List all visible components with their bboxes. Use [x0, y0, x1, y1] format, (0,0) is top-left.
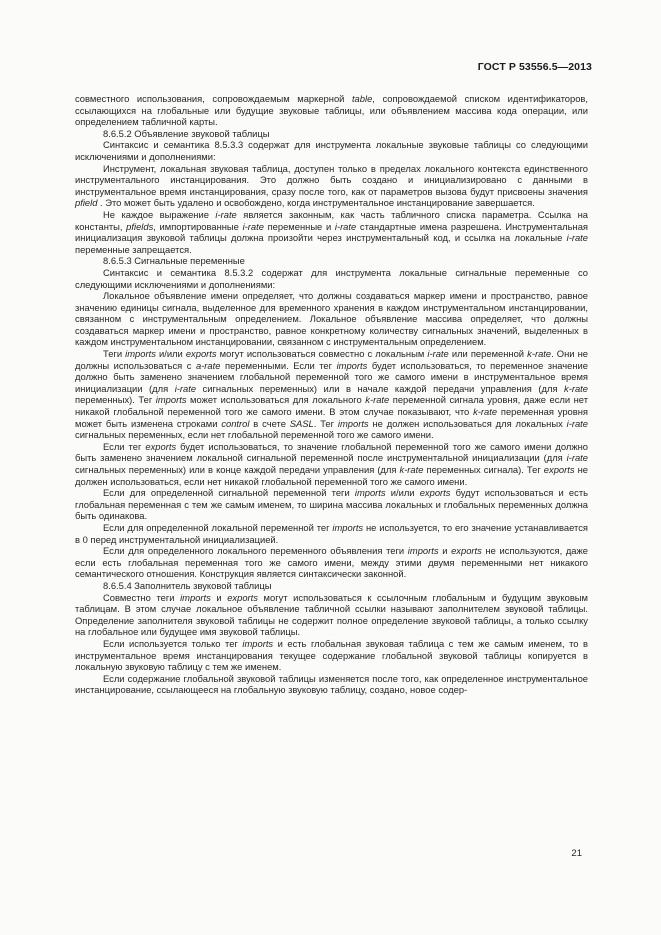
text-run: переменные запрещается. — [75, 243, 192, 255]
italic-term: i-rate — [566, 417, 588, 429]
italic-term: table — [351, 93, 373, 104]
text-run: не используется, то его значение устанавливается в 0 перед инструментальной инициализацией. — [75, 521, 588, 545]
text-run: Если для определенной локальной переменной тег — [103, 521, 333, 533]
document-body — [75, 93, 588, 696]
text-run: Синтаксис и семантика 8.5.3.3 содержат для инструмента локальные звуковые таблицы со следующими исключениями и дополнениями: — [75, 139, 588, 162]
italic-term: i-rate — [566, 232, 588, 244]
italic-term: exports — [227, 591, 258, 603]
text-run: , сопровождаемой списком идентификаторов, ссылающихся на глобальные или будущие звуковые таблицы, или объявлением массива кода операции, или определением табличной карты. — [75, 93, 588, 128]
italic-term: control — [221, 417, 250, 429]
text-run: Не каждое выражение — [103, 208, 216, 220]
text-run: . Это может быть удалено и освобождено, когда инструментальное инстанцирование завершается. — [97, 197, 535, 209]
paragraph — [75, 255, 588, 267]
text-run: Синтаксис и семантика 8.5.3.2 содержат для инструмента локальные сигнальные переменные со следующими исключениями и дополнениями: — [75, 266, 588, 290]
text-run: стандартные имена разрешена. Инструментальная инициализация звуковой таблицы должна произойти через инструментальный код, и ссылка на локальные — [75, 220, 588, 244]
text-run: и — [210, 591, 228, 603]
text-run: будет использоваться, то переменное значение должно быть заменено значением глобальной переменной того же самого имени в инструментальное время инициализации (для — [75, 359, 589, 394]
paragraph — [75, 267, 588, 290]
text-run: . Они не должны использоваться с — [75, 348, 588, 371]
italic-term: i-rate — [215, 208, 237, 220]
italic-term: imports — [332, 521, 364, 533]
text-run: совместного использования, сопровождаемым маркерной — [75, 93, 352, 104]
text-run: переменные и — [263, 220, 335, 232]
italic-term: i-rate — [174, 382, 197, 394]
text-run: переменными. Если тег — [220, 359, 337, 371]
italic-term: k-rate — [365, 394, 390, 406]
italic-term: imports — [354, 487, 386, 499]
text-run: не должен использоваться для локальных — [368, 417, 567, 429]
italic-term: pfields — [126, 220, 154, 232]
standard-header: ГОСТ Р 53556.5—2013 — [477, 61, 592, 73]
text-run: и есть глобальная звуковая таблица с тем же самым именем, то в инструментальное время инстанцирования текущее содержание глобальной звуковой таблицы копируется в локальную звуковую таблицу с тем же именем. — [75, 637, 588, 673]
text-run: Теги — [103, 348, 126, 360]
paragraph — [75, 128, 588, 140]
text-run: сигнальных переменных, если нет глобальной переменной того же самого имени. — [75, 429, 434, 441]
italic-term: pfield — [75, 197, 98, 209]
text-run: Если содержание глобальной звуковой таблицы изменяется после того, как определенное инструментальное инстанцирование, ссылающееся на глобальную звуковую таблицу, создано, новое содер- — [75, 672, 588, 696]
italic-term: imports — [155, 394, 187, 406]
paragraph — [75, 592, 588, 638]
paragraph — [75, 139, 588, 162]
text-run: может использоваться для локального — [186, 394, 366, 406]
italic-term: i-rate — [566, 452, 588, 464]
text-run: не используются, даже если есть глобальная переменная того же самого имени, между этими двумя переменными нет никакого семантического отношения. Конструкция является синтаксически законной. — [75, 545, 589, 580]
paragraph — [75, 673, 588, 696]
text-run: Инструмент, локальная звуковая таблица, доступен только в пределах локального контекста единственного инструментального инстанцирования. Это должно быть создано и инициализировано с данными в инструментальное время инстанцирования, сразу после того, как от параметров вызова будут присвоены значения — [75, 162, 588, 197]
paragraph — [75, 348, 588, 441]
text-run: 8.6.5.4 Заполнитель звуковой таблицы — [103, 579, 272, 591]
text-run: Совместно теги — [103, 591, 181, 603]
text-run: Если тег — [103, 440, 146, 452]
italic-term: SASL — [289, 417, 314, 429]
italic-term: exports — [419, 487, 451, 499]
paragraph — [75, 93, 588, 128]
text-run: Если для определенной сигнальной переменной теги — [103, 487, 355, 499]
text-run: в счете — [249, 417, 290, 429]
paragraph — [75, 638, 588, 673]
italic-term: imports — [407, 545, 439, 557]
italic-term: k-rate — [473, 406, 498, 418]
paragraph — [75, 522, 588, 545]
italic-term: k-rate — [527, 348, 552, 360]
text-run: будет использоваться, то значение глобальной переменной того же самого имени должно быть заменено значением локальной сигнальной переменной после инструментальной инициализации (для — [75, 440, 588, 464]
text-run: будут использоваться и есть глобальная переменная с тем же самым именем, то ширина массива локальных и глобальных переменных должна быть одинакова. — [75, 487, 588, 522]
italic-term: k-rate — [399, 464, 424, 475]
text-run: сигнальных переменных) или в начале каждой передачи управления (для — [196, 382, 565, 394]
paragraph — [75, 163, 588, 209]
text-run: переменных). Тег — [75, 394, 156, 406]
italic-term: exports — [185, 348, 217, 360]
italic-term: imports — [242, 637, 274, 649]
text-run: переменной сигнала уровня, даже если нет никакой глобальной переменной того же самого имени. В этом случае показывают, что — [75, 394, 588, 418]
text-run: и/или — [155, 348, 186, 360]
text-run: , импортированные — [153, 220, 243, 232]
paragraph — [75, 209, 588, 255]
paragraph — [75, 487, 588, 522]
paragraph — [75, 580, 588, 592]
italic-term: i-rate — [427, 348, 449, 360]
text-run: переменных сигнала). Тег — [423, 464, 544, 475]
italic-term: imports — [125, 348, 156, 360]
page-number: 21 — [571, 848, 582, 859]
italic-term: exports — [451, 545, 482, 557]
text-run: могут использоваться к ссылочным глобальным и будущим звуковым таблицам. В этом случае локальное объявление табличной ссылки называют заполнителем звуковой таблицы. Определение заполнителя звуковой таблицы не содержит полное определение звуковой таблицы, а только ссылку на глобальное или будущее имя звуковой таблицы. — [75, 591, 588, 638]
text-run: и — [438, 545, 452, 557]
text-run: сигнальных переменных) или в конце каждой передачи управления (для — [75, 464, 400, 475]
italic-term: imports — [336, 359, 368, 371]
text-run: Если для определенного локального переменного объявления теги — [103, 545, 408, 557]
italic-term: imports — [180, 591, 211, 603]
italic-term: exports — [145, 440, 177, 452]
text-run: 8.6.5.3 Сигнальные переменные — [103, 255, 245, 267]
paragraph — [75, 545, 588, 580]
paragraph — [75, 290, 588, 348]
text-run: могут использоваться совместно с локальным — [216, 348, 428, 360]
italic-term: imports — [337, 417, 369, 429]
text-run: 8.6.5.2 Объявление звуковой таблицы — [103, 127, 270, 139]
text-run: не должен использоваться, если нет никакой глобальной переменной того же самого имени. — [75, 464, 588, 487]
italic-term: exports — [543, 464, 575, 475]
text-run: и/или — [385, 487, 420, 499]
text-run: Если используется только тег — [103, 637, 243, 649]
italic-term: k-rate — [564, 382, 588, 394]
paragraph — [75, 441, 588, 487]
italic-term: a-rate — [195, 359, 221, 371]
text-run: переменная уровня может быть изменена строками — [75, 406, 588, 429]
text-run: является законным, как часть табличного списка параметра. Ссылка на константы, — [75, 208, 589, 232]
text-run: Локальное объявление имени определяет, что должны создаваться маркер имени и пространство, равное значению единицы сигнала, выделенное для временного хранения в каждом инструментальном инстанцировании, связанном с инструментальным определением. Локальное объявление массива определяет, что должны создаваться маркер имени и пространство, равное конкретному количеству сигнальных значений, выделенных в каждом инструментальном инстанцировании, связанном с инструментальным определением. — [75, 290, 588, 348]
text-run: или переменной — [448, 348, 528, 360]
text-run: . Тег — [313, 417, 338, 429]
italic-term: i-rate — [334, 220, 357, 232]
italic-term: i-rate — [242, 220, 264, 232]
